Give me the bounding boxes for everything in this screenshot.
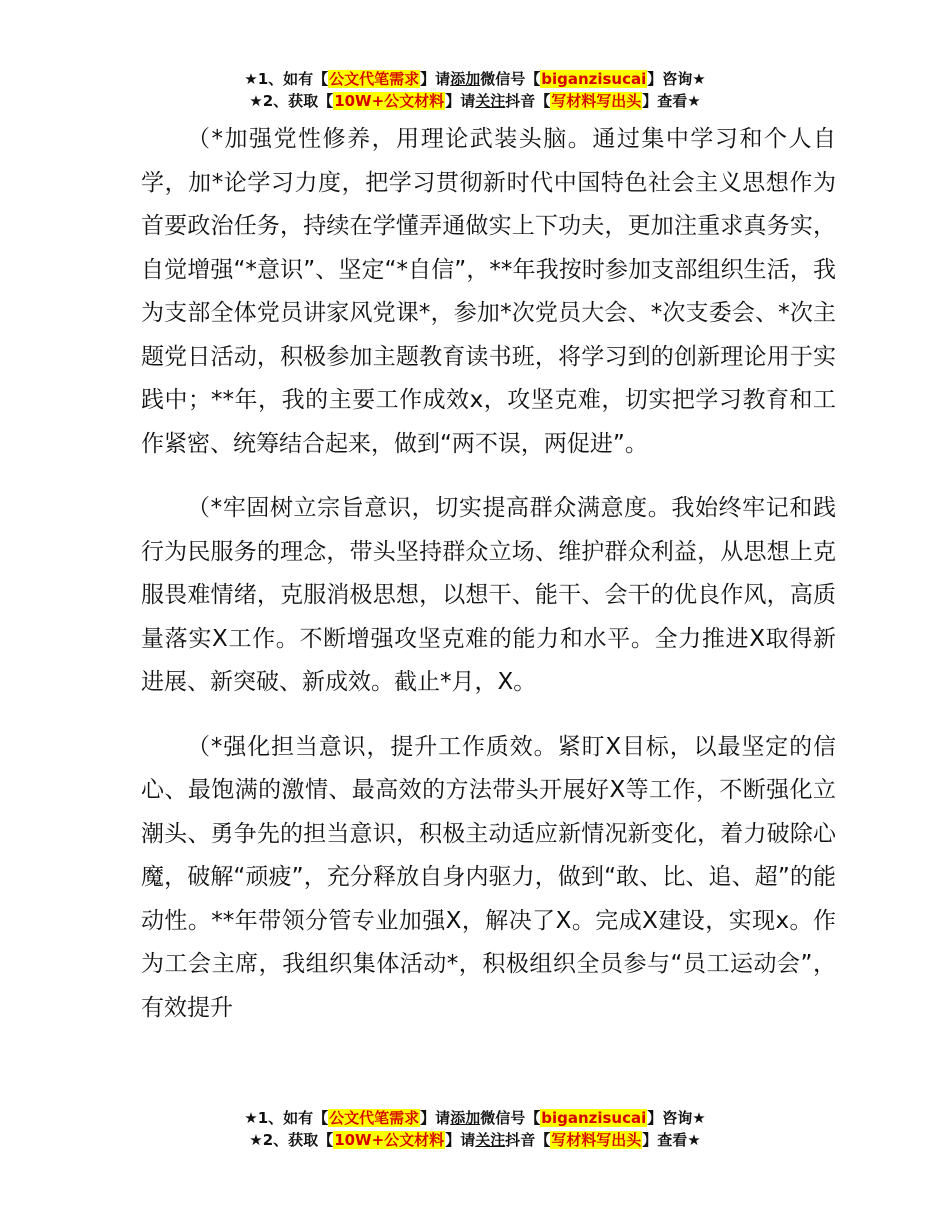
document-body xyxy=(141,118,836,1030)
banner-highlight-wechat: biganzisucai xyxy=(541,70,647,88)
banner-highlight-service: 公文代笔需求 xyxy=(329,70,420,88)
paragraph-party-study: （*加强党性修养，用理论武装头脑。通过集中学习和个人自学，加*论学习力度，把学习贯彻新时代中国特色社会主义思想作为首要政治任务，持续在学懂弄通做实上下功夫，更加注重求真务实，自觉增强“*意识”、坚定“*自信”，**年我按时参加支部组织生活，我为支部全体党员讲家风党课*，参加*次党员大会、*次支委会、*次主题党日活动，积极参加主题教育读书班，将学习到的创新理论用于实践中；**年，我的主要工作成效x，攻坚克难，切实把学习教育和工作紧密、统筹结合起来，做到“两不误，两促进”。 xyxy=(141,126,836,457)
footer-banner xyxy=(0,1107,950,1151)
banner-highlight-douyin: 写材料写出头 xyxy=(551,92,642,110)
banner-line-1: ★1、如有【公文代笔需求】请添加微信号【biganzisucai】咨询★ xyxy=(244,1109,706,1127)
banner-highlight-douyin: 写材料写出头 xyxy=(551,1131,642,1149)
paragraph-responsibility: （*强化担当意识，提升工作质效。紧盯X目标，以最坚定的信心、最饱满的激情、最高效的方法带头开展好X等工作，不断强化立潮头、勇争先的担当意识，积极主动适应新情况新变化，着力破除心魔，破解“顽疲”，充分释放自身内驱力，做到“敢、比、追、超”的能动性。**年带领分管专业加强X，解决了X。完成X建设，实现x。作为工会主席，我组织集体活动*，积极组织全员参与“员工运动会”，有效提升 xyxy=(141,733,836,1021)
banner-line-2: ★2、获取【10W+公文材料】请关注抖音【写材料写出头】查看★ xyxy=(249,92,701,110)
banner-highlight-wechat: biganzisucai xyxy=(541,1109,647,1127)
banner-line-2: ★2、获取【10W+公文材料】请关注抖音【写材料写出头】查看★ xyxy=(249,1131,701,1149)
banner-highlight-materials: 10W+公文材料 xyxy=(334,1131,445,1149)
banner-highlight-materials: 10W+公文材料 xyxy=(334,92,445,110)
banner-highlight-service: 公文代笔需求 xyxy=(329,1109,420,1127)
header-banner xyxy=(0,68,950,112)
banner-line-1: ★1、如有【公文代笔需求】请添加微信号【biganzisucai】咨询★ xyxy=(244,70,706,88)
paragraph-public-service: （*牢固树立宗旨意识，切实提高群众满意度。我始终牢记和践行为民服务的理念，带头坚持群众立场、维护群众利益，从思想上克服畏难情绪，克服消极思想，以想干、能干、会干的优良作风，高质量落实X工作。不断增强攻坚克难的能力和水平。全力推进X取得新进展、新突破、新成效。截止*月，X。 xyxy=(141,495,836,695)
